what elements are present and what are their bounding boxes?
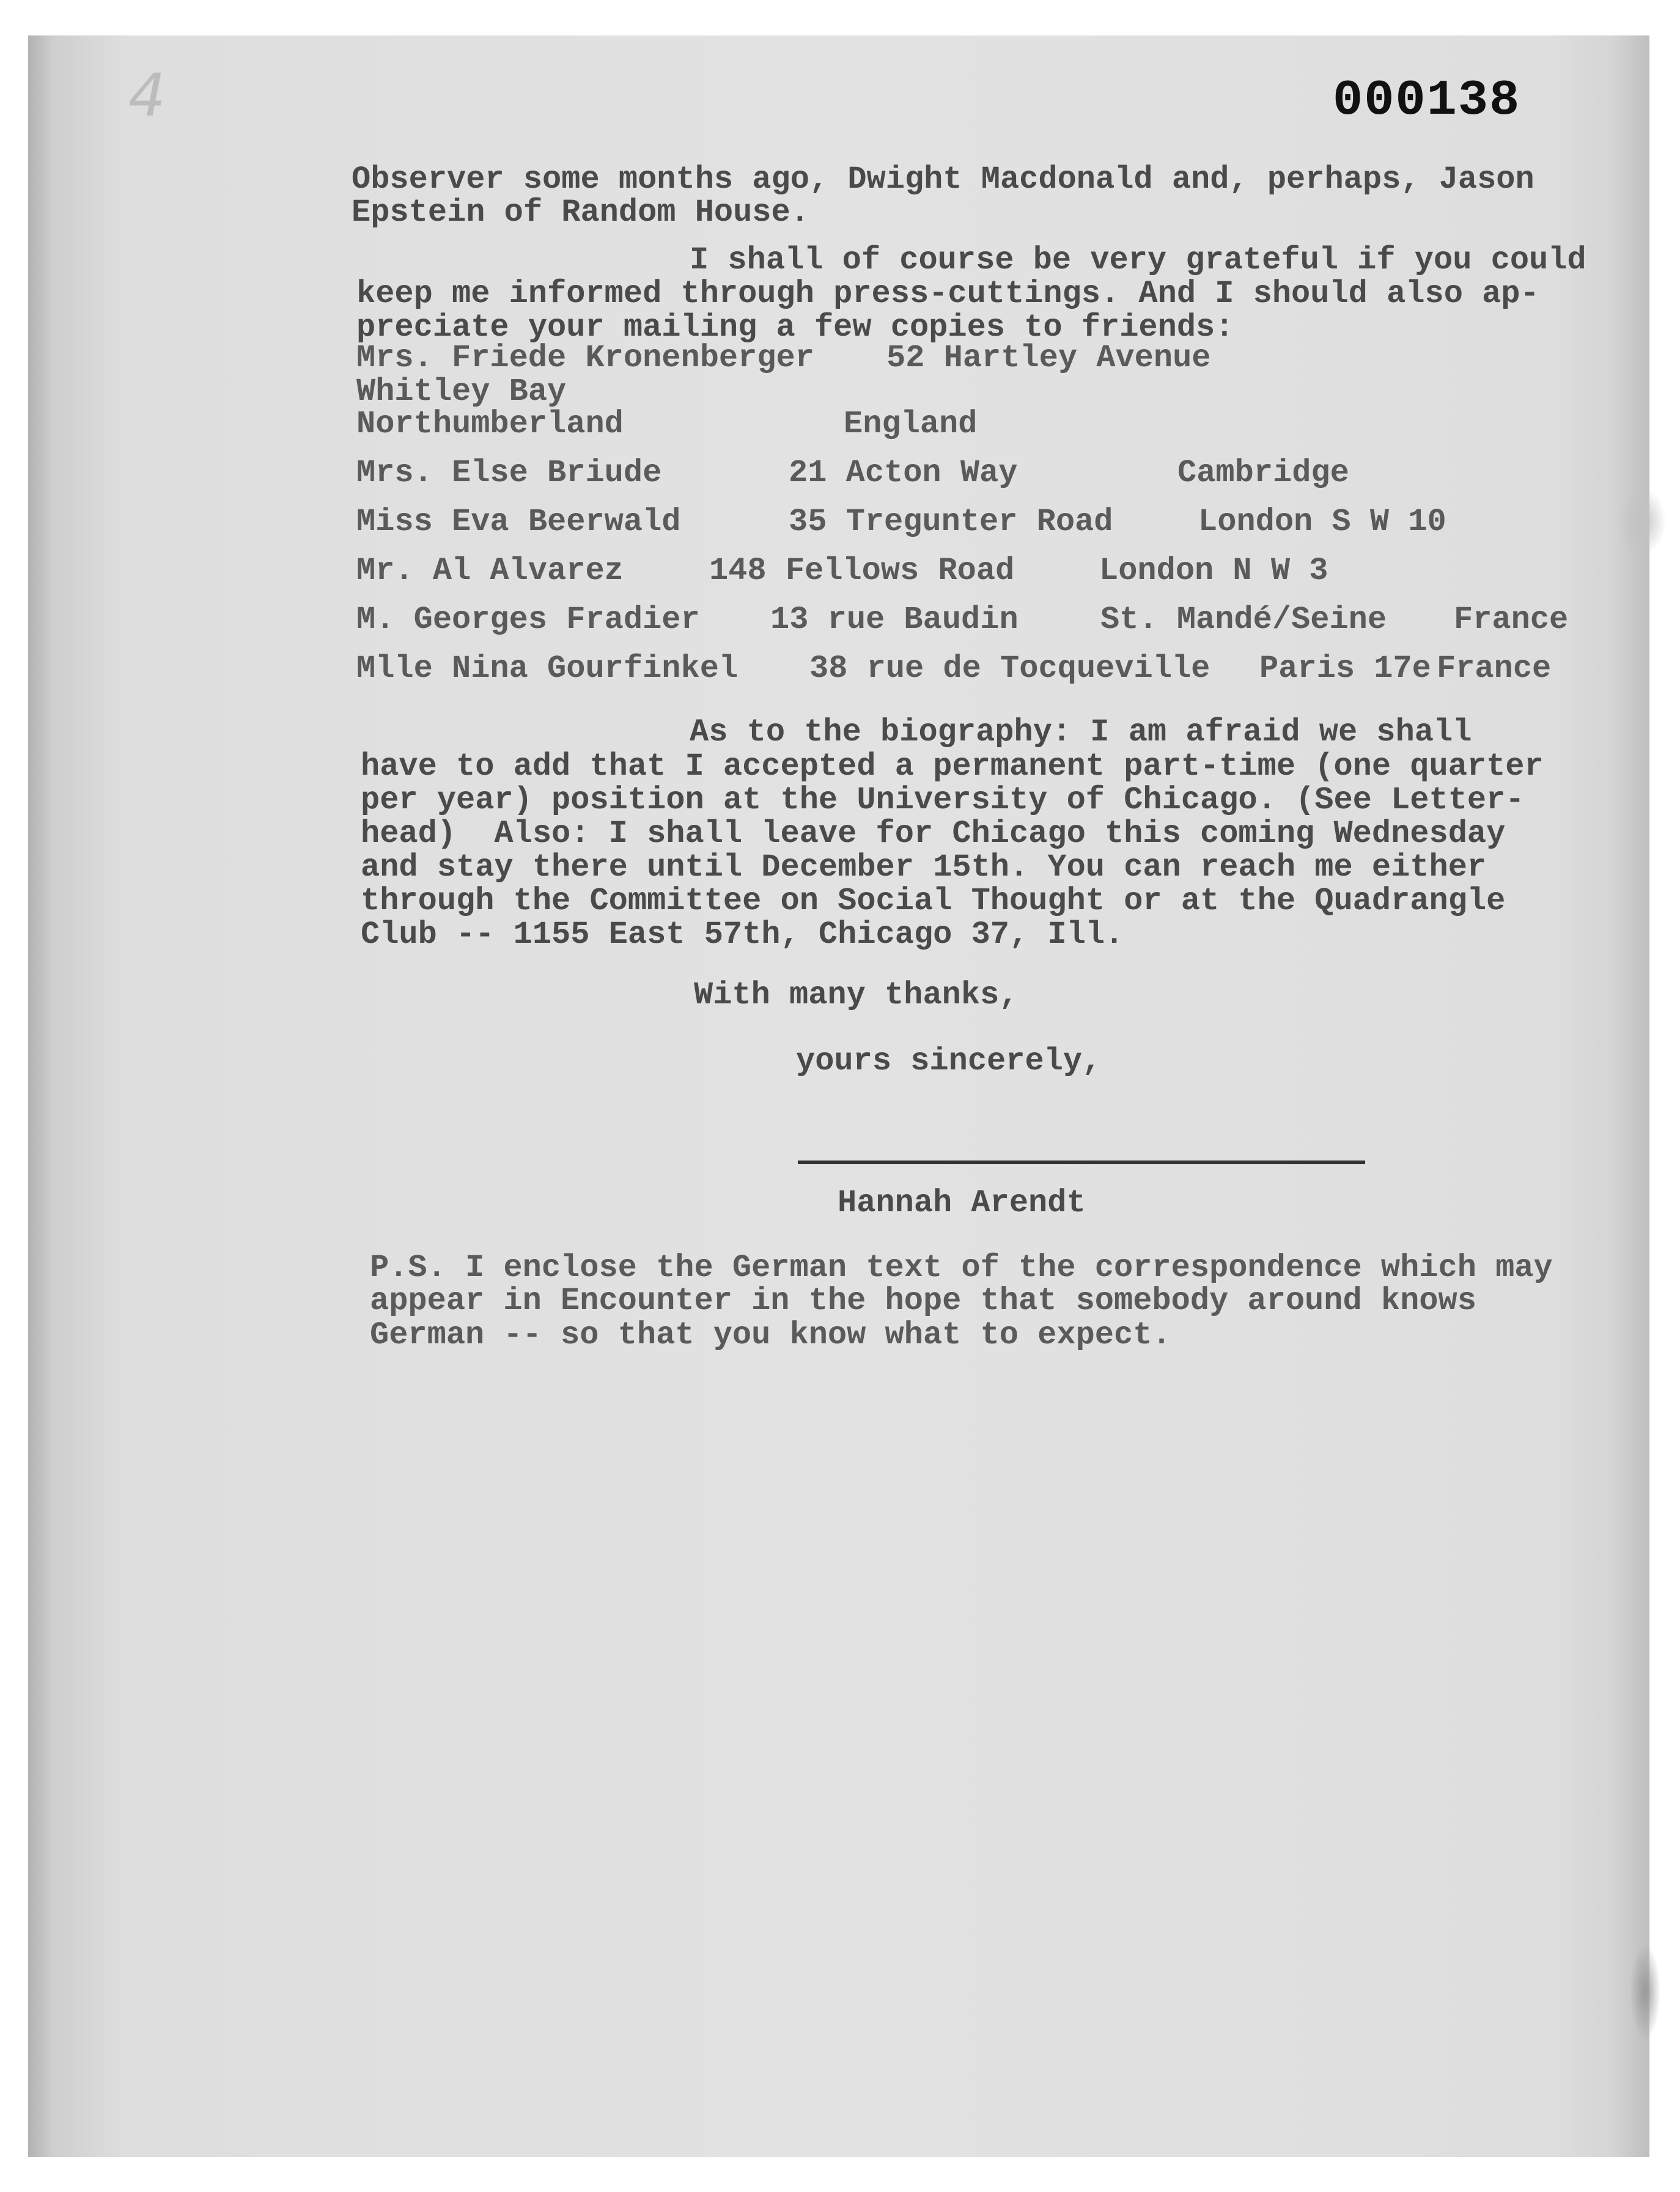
address-beerwald-name: Miss Eva Beerwald	[356, 504, 681, 540]
postscript-line-1: P.S. I enclose the German text of the correspondence which may	[370, 1250, 1553, 1286]
address-beerwald-street: 35 Tregunter Road	[789, 504, 1113, 540]
address-alvarez-street: 148 Fellows Road	[709, 553, 1015, 589]
para1-line-2: keep me informed through press-cuttings. And I should also ap-	[356, 276, 1539, 312]
address-gourfinkel-city: Paris 17e	[1259, 651, 1431, 687]
address-gourfinkel-name: Mlle Nina Gourfinkel	[356, 651, 739, 687]
address-kronenberger-county: Northumberland	[356, 406, 624, 442]
para2-line-5: and stay there until December 15th. You can reach me either	[361, 849, 1487, 885]
address-gourfinkel-street: 38 rue de Tocqueville	[809, 651, 1210, 687]
para1-line-3: preciate your mailing a few copies to friends:	[356, 309, 1234, 345]
address-kronenberger-name: Mrs. Friede Kronenberger	[356, 340, 814, 376]
opening-line-1: Observer some months ago, Dwight Macdonald and, perhaps, Jason	[352, 161, 1534, 197]
address-briude-name: Mrs. Else Briude	[356, 455, 662, 491]
para2-line-4: head) Also: I shall leave for Chicago this coming Wednesday	[361, 816, 1506, 852]
address-kronenberger-street: 52 Hartley Avenue	[886, 340, 1211, 376]
para2-line-3: per year) position at the University of Chicago. (See Letter-	[361, 782, 1525, 818]
right-shadow	[1613, 35, 1649, 2157]
address-kronenberger-town: Whitley Bay	[356, 374, 567, 410]
punch-hole-mark	[1618, 488, 1667, 555]
signature-line	[798, 1161, 1365, 1164]
address-fradier-name: M. Georges Fradier	[356, 602, 700, 638]
para2-line-6: through the Committee on Social Thought or at the Quadrangle	[361, 883, 1506, 919]
address-fradier-city: St. Mandé/Seine	[1100, 602, 1387, 638]
para2-line-2: have to add that I accepted a permanent part-time (one quarter	[361, 748, 1544, 784]
closing-valediction: yours sincerely,	[796, 1043, 1102, 1079]
page-corner-mark: 4	[128, 61, 166, 130]
para2-line-7: Club -- 1155 East 57th, Chicago 37, Ill.	[361, 917, 1124, 953]
smudge-mark	[1630, 1943, 1660, 2041]
address-beerwald-city: London S W 10	[1198, 504, 1446, 540]
opening-line-2: Epstein of Random House.	[352, 194, 809, 231]
address-kronenberger-country: England	[844, 406, 978, 442]
left-shadow	[28, 35, 53, 2157]
address-fradier-street: 13 rue Baudin	[770, 602, 1019, 638]
para1-line-1: I shall of course be very grateful if you could	[690, 242, 1586, 278]
para2-line-1: As to the biography: I am afraid we shall	[690, 714, 1472, 750]
signatory-name: Hannah Arendt	[838, 1185, 1086, 1221]
address-gourfinkel-country: France	[1437, 651, 1552, 687]
address-alvarez-name: Mr. Al Alvarez	[356, 553, 624, 589]
closing-thanks: With many thanks,	[694, 977, 1019, 1013]
postscript-line-3: German -- so that you know what to expect.	[370, 1317, 1171, 1353]
address-briude-street: 21 Acton Way	[789, 455, 1018, 491]
postscript-line-2: appear in Encounter in the hope that somebody around knows	[370, 1283, 1476, 1319]
address-fradier-country: France	[1454, 602, 1569, 638]
address-briude-city: Cambridge	[1177, 455, 1349, 491]
address-alvarez-city: London N W 3	[1099, 553, 1328, 589]
document-number-stamp: 000138	[1333, 72, 1521, 129]
paper-sheet	[28, 35, 1649, 2157]
